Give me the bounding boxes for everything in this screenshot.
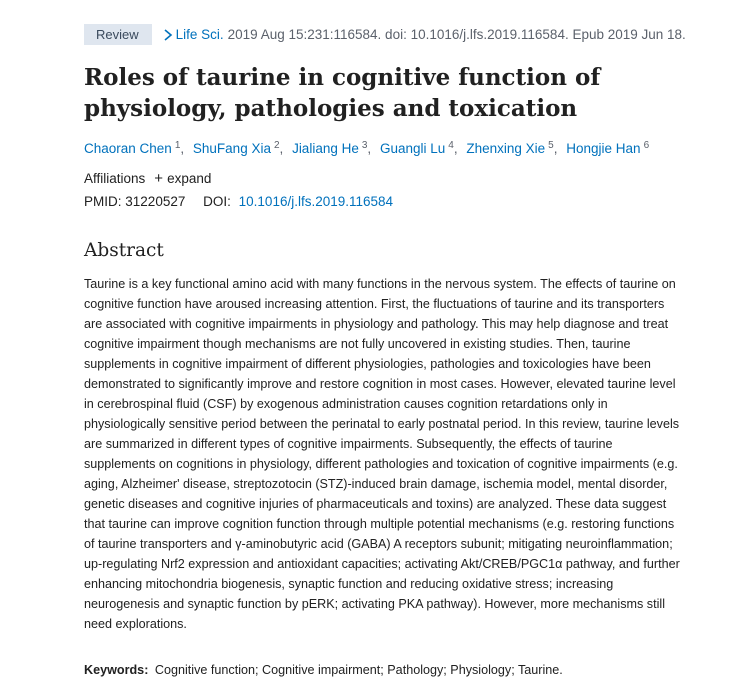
author-affiliation-number: 1 xyxy=(174,140,181,151)
keywords-text: Cognitive function; Cognitive impairment; Pathology; Physiology; Taurine. xyxy=(154,663,563,677)
author-link[interactable]: Zhenxing Xie $^5$ xyxy=(466,140,554,156)
author-affiliation-number: 2 xyxy=(273,140,280,151)
abstract-text: Taurine is a key functional amino acid with many functions in the nervous system. The effects of taurine on cognitive function have aroused increasing attention. First, the fluctuations of taurine and its transporters are associated with cognitive impairments in physiology and pathology. This may help diagnose and treat cognitive impairment though mechanisms are not fully uncovered in existing studies. Then, taurine supplements in cognitive impairment of different physiologies, pathologies and toxicologies have been demonstrated to significantly improve and restore cognition in most cases. However, elevated taurine level in cerebrospinal fluid (CSF) by exogenous administration causes cognition retardations only in physiologically sensitive period between the perinatal to early postnatal period. In this review, taurine levels are summarized in different types of cognitive impairments. Subsequently, the effects of taurine supplements on cognitions in physiology, different pathologies and toxication of cognitive impairments (e.g. aging, Alzheimer' disease, streptozotocin (STZ)-induced brain damage, ischemia model, mental disorder, genetic diseases and cognitive injuries of pharmaceuticals and toxins) are analyzed. These data suggest that taurine can improve cognition function through multiple potential mechanisms (e.g. restoring functions of taurine transporters and γ-aminobutyric acid (GABA) A receptors subunit; mitigating neuroinflammation; up-regulating Nrf2 expression and antioxidant capacities; activating Akt/CREB/PGC1α pathway, and further enhancing mitochondria biogenesis, synaptic function and reducing oxidative stress; increasing neurogenesis and synaptic function by pERK; activating PKA pathway). However, more mechanisms still need explorations. xyxy=(84,277,680,631)
expand-label: expand xyxy=(167,171,212,186)
keywords-row xyxy=(84,663,563,677)
pmid-value: 31220527 xyxy=(125,194,186,209)
author-link[interactable]: Chaoran Chen $^1$ xyxy=(84,140,181,156)
plus-icon: + xyxy=(154,170,164,187)
author-affiliation-number: 6 xyxy=(643,140,650,151)
keywords-label: Keywords: xyxy=(84,663,149,677)
doi-link[interactable]: 10.1016/j.lfs.2019.116584 xyxy=(238,194,394,209)
citation-details: 2019 Aug 15:231:116584. doi: 10.1016/j.lfs.2019.116584. Epub 2019 Jun 18. xyxy=(227,27,686,42)
author-affiliation-number: 3 xyxy=(361,140,368,151)
abstract-heading: Abstract xyxy=(84,240,164,261)
author-link[interactable]: Jialiang He $^3$ xyxy=(292,140,368,156)
authors-list: Chaoran Chen $^1$, ShuFang Xia $^2$, Jialiang He $^3$, Guangli Lu $^4$, Zhenxing Xie $^5$, Hongjie Han $^6$ xyxy=(84,140,650,156)
article-type-badge: Review xyxy=(84,24,152,45)
affiliations-expand-button[interactable] xyxy=(154,171,211,186)
chevron-right-icon xyxy=(162,28,174,42)
author-affiliation-number: 4 xyxy=(448,140,454,151)
author-link[interactable]: Hongjie Han $^6$ xyxy=(566,140,650,156)
affiliations-row xyxy=(84,171,211,186)
article-title: Roles of taurine in cognitive function of physiology, pathologies and toxication xyxy=(84,64,601,122)
doi-label: DOI: xyxy=(203,194,231,209)
identifiers-row xyxy=(84,194,393,209)
author-link[interactable]: ShuFang Xia $^2$ xyxy=(192,140,280,156)
author-link[interactable]: Guangli Lu $^4$ xyxy=(379,140,454,156)
author-affiliation-number: 5 xyxy=(548,140,554,151)
affiliations-label: Affiliations xyxy=(84,171,146,186)
citation-line xyxy=(84,24,686,45)
pmid-label: PMID: xyxy=(84,194,122,209)
journal-link[interactable]: Life Sci. xyxy=(175,27,224,42)
